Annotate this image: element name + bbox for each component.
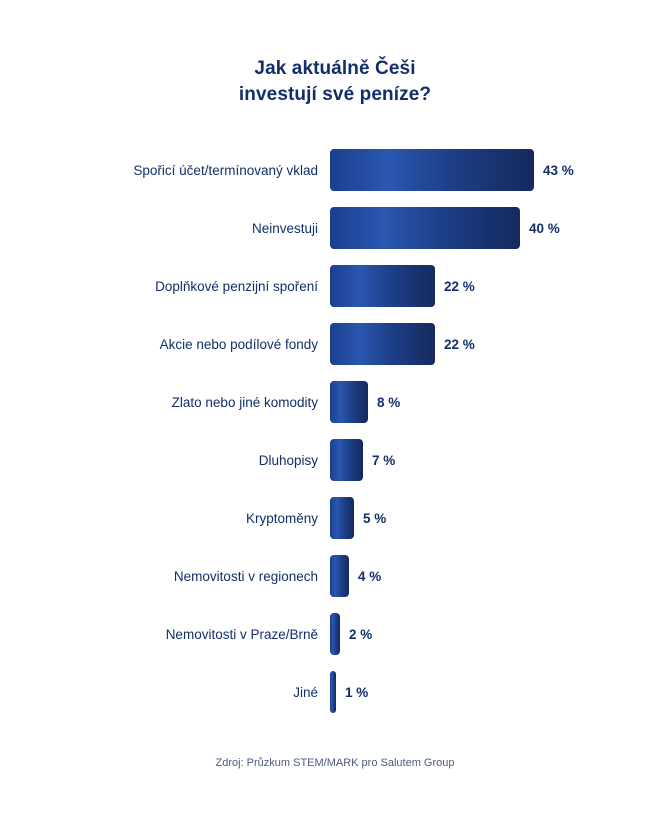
bar-row <box>0 257 670 315</box>
bar-track <box>330 555 670 597</box>
chart-title <box>0 0 670 107</box>
bar-track <box>330 149 670 191</box>
bar-row <box>0 373 670 431</box>
bar-track <box>330 497 670 539</box>
bar-fill <box>330 439 363 481</box>
bar-value: 5 % <box>363 510 387 526</box>
bar-label: Neinvestuji <box>251 220 318 236</box>
bar-row <box>0 489 670 547</box>
bar-label: Doplňkové penzijní spoření <box>155 278 318 294</box>
bar-row <box>0 605 670 663</box>
bar-row <box>0 547 670 605</box>
bar-label: Kryptoměny <box>245 510 318 526</box>
bar-track <box>330 613 670 655</box>
bar-value: 4 % <box>358 568 382 584</box>
bar-label: Nemovitosti v regionech <box>173 568 318 584</box>
chart-title-line-1: Jak aktuálně Češi <box>254 58 416 79</box>
bar-value: 1 % <box>345 684 369 700</box>
bar-fill <box>330 613 340 655</box>
bar-row <box>0 663 670 721</box>
bar-chart <box>0 141 670 721</box>
chart-title-line-2: investují své peníze? <box>238 83 432 105</box>
bar-row <box>0 315 670 373</box>
bar-track <box>330 381 670 423</box>
bar-value: 43 % <box>543 162 574 178</box>
bar-label: Zlato nebo jiné komodity <box>171 394 318 410</box>
bar-value: 22 % <box>444 336 475 352</box>
bar-fill <box>330 555 349 597</box>
bar-value: 7 % <box>372 452 396 468</box>
bar-value: 2 % <box>349 626 373 642</box>
bar-value: 8 % <box>377 394 401 410</box>
bar-track <box>330 439 670 481</box>
bar-row <box>0 199 670 257</box>
bar-value: 40 % <box>529 220 560 236</box>
bar-label: Dluhopisy <box>258 452 318 468</box>
bar-value: 22 % <box>444 278 475 294</box>
bar-track <box>330 323 670 365</box>
bar-track <box>330 671 670 713</box>
bar-label: Akcie nebo podílové fondy <box>159 336 318 352</box>
chart-source: Zdroj: Průzkum STEM/MARK pro Salutem Group <box>215 757 455 769</box>
bar-label: Spořicí účet/termínovaný vklad <box>133 162 318 178</box>
bar-label: Nemovitosti v Praze/Brně <box>165 626 318 642</box>
bar-fill <box>330 381 368 423</box>
bar-fill <box>330 207 520 249</box>
bar-row <box>0 431 670 489</box>
bar-track <box>330 265 670 307</box>
bar-fill <box>330 265 435 307</box>
bar-label: Jiné <box>293 684 318 700</box>
bar-row <box>0 141 670 199</box>
bar-fill <box>330 149 534 191</box>
bar-fill <box>330 497 354 539</box>
bar-fill <box>330 671 336 713</box>
bar-fill <box>330 323 435 365</box>
bar-track <box>330 207 670 249</box>
